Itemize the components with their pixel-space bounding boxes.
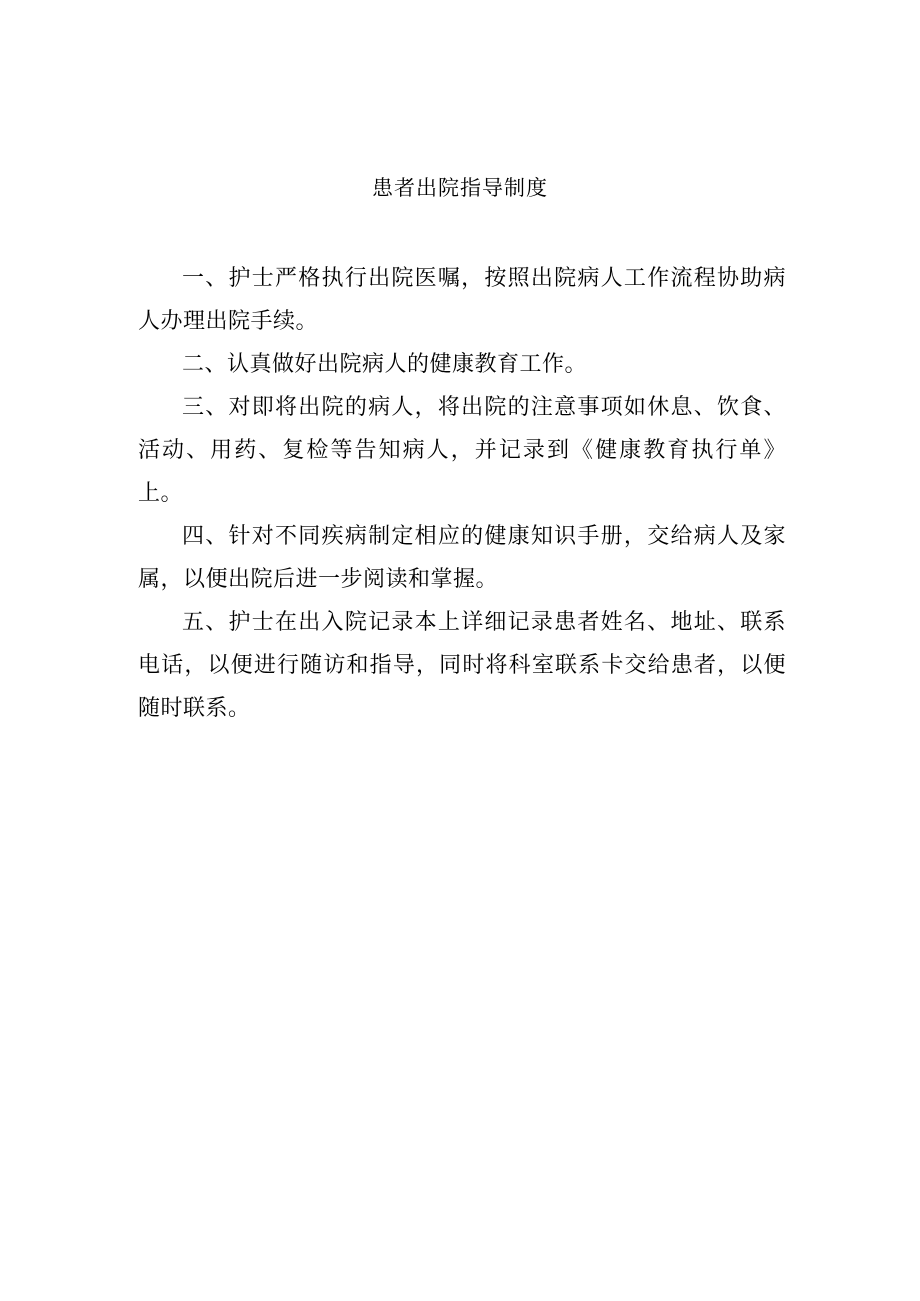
paragraph-1: 一、护士严格执行出院医嘱，按照出院病人工作流程协助病人办理出院手续。 — [138, 266, 786, 334]
document-body — [138, 257, 786, 730]
paragraph-5: 五、护士在出入院记录本上详细记录患者姓名、地址、联系电话，以便进行随访和指导，同时将科室联系卡交给患者，以便随时联系。 — [138, 610, 786, 721]
paragraph-2: 二、认真做好出院病人的健康教育工作。 — [182, 352, 588, 377]
document-title: 患者出院指导制度 — [372, 176, 548, 200]
paragraph-3: 三、对即将出院的病人，将出院的注意事项如休息、饮食、活动、用药、复检等告知病人，并记录到《健康教育执行单》上。 — [138, 395, 786, 506]
paragraph-4: 四、针对不同疾病制定相应的健康知识手册，交给病人及家属，以便出院后进一步阅读和掌握。 — [138, 524, 786, 592]
